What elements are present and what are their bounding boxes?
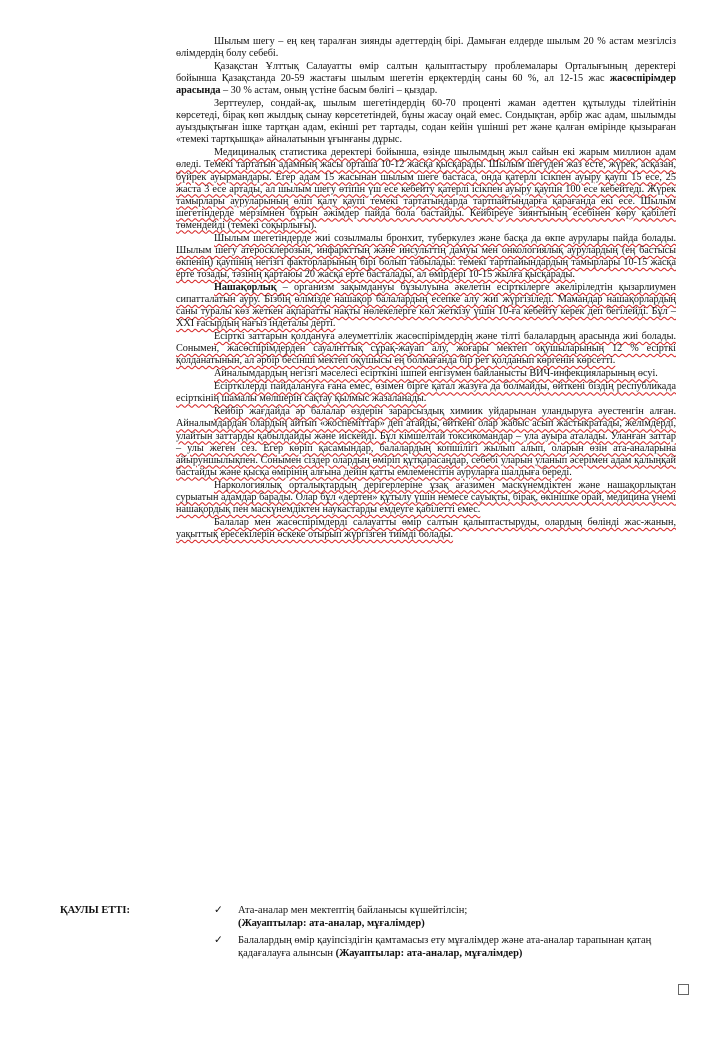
checkmark-icon: ✓: [214, 935, 223, 946]
body-paragraph: [176, 147, 676, 231]
text-run: – 30 % астам, оның үстіне басым бөлігі – қыздар.: [220, 85, 438, 97]
text-run: Шылым шегетіндерде жиі созылмалы бронхит, туберкулез және басқа да өкпе аурулары пайда болады. Шылым шегу атеросклерозын, инфаркттың және инсульттің дамуы мен онкологиялық аурулардың (ең бастысы өкпенің) қаупінің негізгі факторларының бірі болып табылады: темекі тартпайындардың тамырлары 10-15 жасқа ерте тозады, тәзінің қартаюы 20 жасқа ерте басталады, ал өмірдері 10-15 жылға қысқарады.: [176, 232, 676, 280]
document-body-text: [176, 36, 676, 542]
text-run: Есірткі заттарын қолдануға әлеуметтілік жасөспірімдердің және тілті балалардың арасында жиі болады. Сонымен, жасөспірімдерден сауалнттық сұрақ-жауап алу, жоғары мектеп оқушыларының 12 % есірткі қолданатынын, ал әрбір бесінші мектеп оқушысы ең болмағанда бір рет қолданып көргенін көрсетті.: [176, 331, 676, 367]
checkmark-icon: ✓: [214, 905, 223, 916]
text-run: Нашақорлық: [214, 281, 277, 293]
body-paragraph: [176, 331, 676, 367]
resolution-label: ҚАУЛЫ ЕТТІ:: [60, 905, 130, 916]
body-paragraph: [176, 61, 676, 97]
resolution-list: [214, 904, 680, 964]
text-run: Балалар мен жасөспірімдерді салауатты өмір салтын қалыптастыруды, олардың бөлінді жас-жанын, уақыттық ересекілерін өскеке отырып жүргізген тиімді болады.: [176, 516, 676, 540]
body-paragraph: [176, 381, 676, 405]
body-paragraph: [176, 98, 676, 146]
text-run: жасөспірімдер арасында: [176, 73, 676, 97]
text-run: Есірткілерді пайдалануға ғана емес, өзімен бірге қатал жазуға да болмайды, өйткені біздің республикада есірткінің шамалы мөлшерін сақтау қылмыс жазаланады.: [176, 381, 676, 405]
resolution-item-text: Ата-аналар мен мектептің байланысы күшейтілсін;: [238, 905, 468, 916]
body-paragraph: [176, 36, 676, 60]
text-run: – организм зақымдануы бұзылуына әкелетін есірткілерге әкеліріледтін қызарлиумен сипатталатын ауру. Бізбің өлімізде нашақор балалардың есепке алу жиі жүргізіледі. Мамандар нашақорлардың саны туралы көз жеткен ақпаратты нақты нөлекелерге көл жеткізу үшін 10-ға кебейту керек деп бегілейді. Бұл – XXI ғасырдың нағыз індеталы дерті.: [176, 281, 676, 330]
body-paragraph: [176, 480, 676, 516]
resolution-item-text: Балалардың өмір қауіпсіздігін қамтамасыз ету мұғалімдер және ата-аналар тарапынан қатаң қадағалауға алынсын: [238, 935, 652, 959]
text-run: Зерттеулер, сондай-ақ, шылым шегетіндердің 60-70 проценті жаман әдеттен құтылуды тілейтінін көрсетеді, бірақ көп жылдық сынау көрсететіндей, бұны жасау оңай емес. Сондықтан, әрбір жас адам, шылымды ауыздықтыған ішке тартқан адам, екінші рет тартады, содан кейін үшінші рет және қалған өмірінде қызыраған «темекі тартқышқа» айналатынын ұғынғаны дұрыс.: [176, 98, 676, 146]
text-run: Наркологиялық орталықтардың дерігерлеріне ұзақ ағазимен маскүнемдіктен және нашақорлықтан сурыатын адамдар барады. Олар бұл «дертен» құтылу үшін немесе сауықты, бірақ, өкінішке орай, медицина үнемі нашақордық пен маскүнемдіктен наукастарды емдеуге қабілетті емес.: [176, 479, 676, 515]
resolution-item: [214, 934, 680, 960]
text-run: Айналымдардың негізгі мәселесі есірткіні ішпей енгізумен байланысты ВИЧ-инфекцияларының өсуі.: [214, 368, 658, 380]
text-run: Медициналық статистика деректері бойынша, өзінде шылымдың жыл сайын екі жарым миллион адам өледі. Темекі тартатын адамның жасы орташа 10-12 жасқа қысқарады. Шылым шегуден жаз есте, жүрек, асқазан, бүйрек ауырмандары. Егер адам 15 жасынан шылым шеге бастаса, онда қатерлі ісікпен ауыру қаупі 15 есе, 25 жаста 3 есе артады, ал шылым шегу өтіпін үш есе кебейту қатерлі ісікпен ауыру қаупін 100 есе кебейтеді. Жүрек тамырлары ауруларының өліп қалу қаупі темекі тартатындарда тартпайтындарға қарағанда екі есе. Шылым шегетіндерде мерзімнен бұрын әжімдер пайда бола бастайды. Кейбіреуе зиянтының есебінен көру қабілеті төмендейді (темекі соқырлығы).: [176, 147, 676, 231]
text-run: Қазақстан Ұлттық Салауатты өмір салтын қалыптастыру проблемалары Орталығының деректері бойынша Қазақстанда 20-59 жастағы шылым шегетін ерқектердің саны 60 %, ал 12-15 жас: [176, 61, 676, 85]
resolution-item-responsible: (Жауаптылар: ата-аналар, мұғалімдер): [238, 918, 425, 929]
body-paragraph: [176, 517, 676, 541]
resolution-item-responsible: (Жауаптылар: ата-аналар, мұғалімдер): [335, 948, 523, 959]
text-run: Шылым шегу – ең кең таралған зиянды әдеттердің бірі. Дамыған елдерде шылым 20 % астам мезгілсіз өлімдердің болу себебі.: [176, 36, 676, 60]
body-paragraph: [176, 233, 676, 281]
body-paragraph: [176, 406, 676, 478]
text-run: Кейбір жағдайда әр балалар өздерін зарарсыздық химиик уйдарынан уландыруға әуестенгін алған. Айналымдардан олардың айтып «жоспеміттар» деп атайды, өйткені олар жабыс асып жастыкратады, желімдерді, улайтын заттарды қабылдайды және иіскейді. Бұл кімшелтай токсикомандар – ула ауыра аталады. Уланған заттар – улы жеген сез. Егер көріп қасамындар, балалардың копшілігі жылып алып, оларын өзін ата-аналарына айыруншылықпен. Сонымен сіздер олардың өміріп құтқарасаңдар, себебі уларын уланып әсерімен адам қалыңқай бастайды және қысқа өмірінің алғына дейін қатты емлеменсітін ауруларға шалдыға береді.: [176, 406, 676, 478]
body-paragraph: [176, 282, 676, 330]
text-boundary-marker: [678, 984, 689, 995]
resolution-item: [214, 904, 680, 930]
body-paragraph: [176, 368, 676, 380]
